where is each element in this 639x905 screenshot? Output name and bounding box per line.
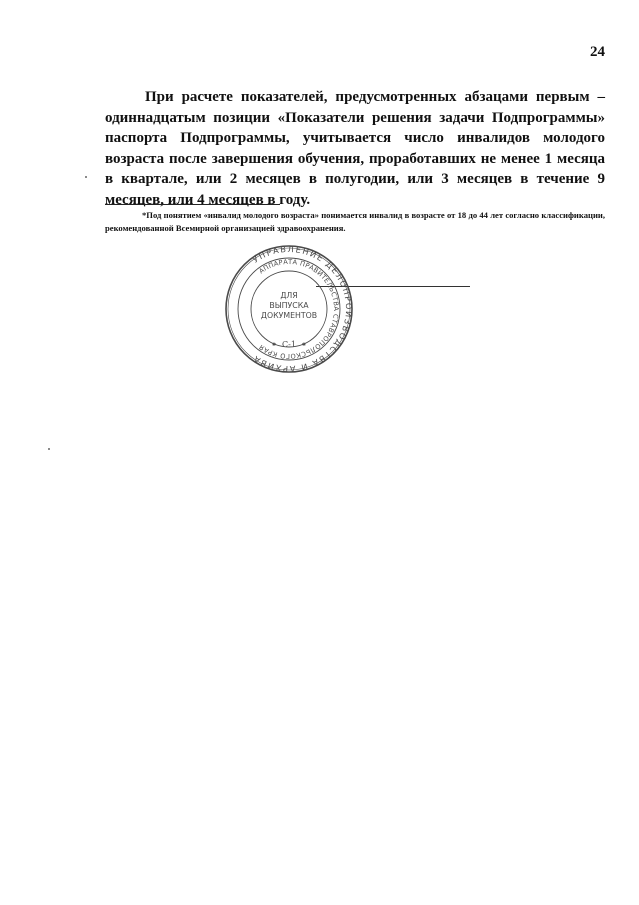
scan-speck bbox=[48, 448, 50, 450]
stamp-star-left: ✱ bbox=[271, 343, 277, 348]
scan-speck bbox=[85, 176, 87, 178]
footnote-separator bbox=[105, 204, 280, 205]
page-number: 24 bbox=[590, 44, 605, 60]
footnote-text: *Под понятием «инвалид молодого возраста» понимается инвалид в возрасте от 18 до 44 лет согласно классификации, рекомендованной Всемирной организацией здравоохранения. bbox=[105, 210, 605, 233]
stamp-center-line-2: ВЫПУСКА bbox=[269, 301, 309, 310]
body-paragraph: При расчете показателей, предусмотренных абзацами первым – одиннадцатым позиции «Показатели решения задачи Подпрограммы» паспорта Подпрограммы, учитывается число инвалидов молодого возраста после завершения обучения, проработавших не менее 1 месяца в квартале, или 2 месяцев в полугодии, или 3 месяцев в течение 9 месяцев, или 4 месяцев в году. bbox=[105, 89, 605, 208]
stamp-code: С-1 bbox=[282, 340, 296, 349]
official-stamp bbox=[224, 244, 354, 374]
stamp-center-line-3: ДОКУМЕНТОВ bbox=[260, 311, 318, 320]
stamp-outer-text: УПРАВЛЕНИЕ ДЕЛОПРОИЗВОДСТВА И АРХИВА bbox=[250, 244, 354, 374]
stamp-star-right: ✱ bbox=[301, 343, 307, 348]
stamp-center-line-1: ДЛЯ bbox=[280, 291, 298, 300]
stamp-inner-text: АППАРАТА ПРАВИТЕЛЬСТВА СТАВРОПОЛЬСКОГО КРАЯ bbox=[257, 257, 341, 361]
